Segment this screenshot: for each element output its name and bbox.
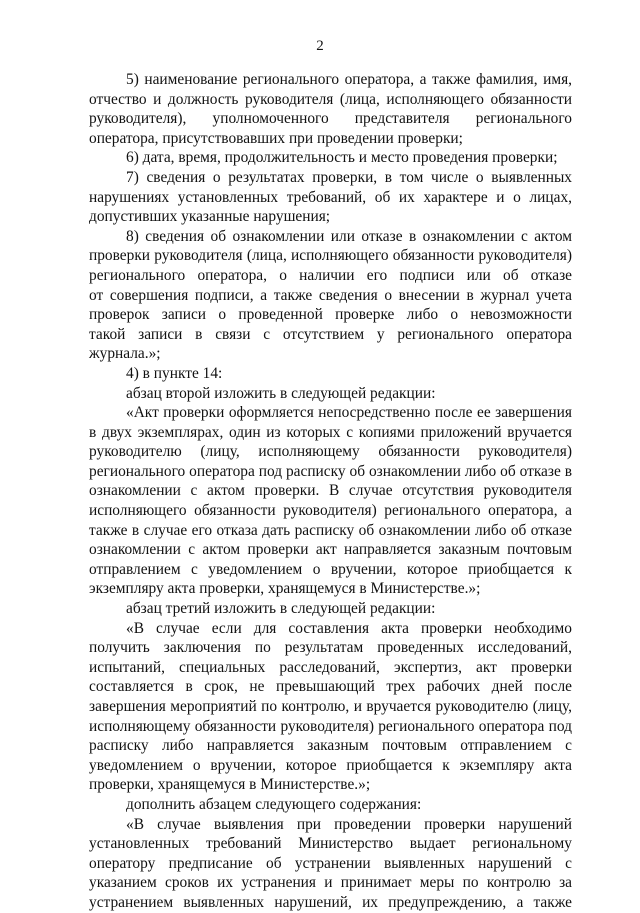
text-line: регионального оператора, о наличии его подписи или об отказе [89,266,572,284]
text-line: в двух экземплярах, один из которых с копиями приложений вручается [89,423,572,441]
text-line: получить заключения по результатам проведенных исследований, [89,639,572,657]
text-line: установленных требований Министерство выдает региональному [89,835,572,853]
text-line: 5) наименование регионального оператора, а также фамилия, имя, [126,71,572,88]
text-line: испытаний, специальных расследований, экспертиз, акт проверки [89,658,572,676]
text-line: 4) в пункте 14: [126,364,223,382]
text-line: оператору предписание об устранении выявленных нарушений с [89,854,572,872]
text-line: журнала.»; [89,345,161,363]
text-line: составляется в срок, не превышающий трех рабочих дней после [89,678,572,696]
text-line: уведомлением о вручении, которое приобщается к экземпляру акта [89,756,572,774]
page-number: 2 [316,38,324,54]
text-line: от совершения подписи, а также сведения о внесении в журнал учета [89,286,572,304]
text-line: «В случае если для составления акта проверки необходимо [126,619,572,637]
text-line: ознакомлении с актом проверки. В случае отсутствия руководителя [89,482,572,500]
text-line: 7) сведения о результатах проверки, в том числе о выявленных [126,168,572,186]
text-line: дополнить абзацем следующего содержания: [126,795,422,813]
text-line: исполняющего обязанности руководителя) регионального оператора, а [89,502,572,520]
text-line: руководителя), уполномоченного представителя регионального [89,110,572,128]
text-line: нарушениях установленных требований, об их характере и о лицах, [89,188,572,206]
text-line: расписку либо направляется заказным почтовым отправлением с [89,737,572,755]
text-line: оператора, присутствовавших при проведении проверки; [89,129,463,147]
text-line: проверки руководителя (лица, исполняющего обязанности руководителя) [89,247,572,265]
text-line: абзац третий изложить в следующей редакции: [126,600,436,618]
text-line: исполняющему обязанности руководителя) регионального оператора под [89,717,572,735]
text-line: такой записи в связи с отсутствием у регионального оператора [89,325,572,343]
text-line: регионального оператора под расписку об ознакомлении либо об отказе в [89,462,572,480]
text-line: проверки, хранящемуся в Министерстве.»; [89,776,371,794]
text-line: проверок записи о проведенной проверке либо о невозможности [89,306,572,324]
text-line: указанием сроков их устранения и принимает меры по контролю за [89,874,572,892]
text-line: завершения мероприятий по контролю, и вручается руководителю (лицу, [89,698,572,715]
text-line: экземпляру акта проверки, хранящемуся в Министерстве.»; [89,580,481,598]
text-line: абзац второй изложить в следующей редакции: [126,384,436,402]
text-line: отправлением с уведомлением о вручении, которое приобщается к [89,560,572,578]
text-line: устранением выявленных нарушений, их предупреждению, а также [89,893,572,911]
text-line: «Акт проверки оформляется непосредственно после ее завершения [126,404,572,422]
text-line: 8) сведения об ознакомлении или отказе в ознакомлении с актом [126,227,572,245]
text-line: отчество и должность руководителя (лица, исполняющего обязанности [89,90,572,108]
document-body [89,70,572,913]
text-line: ознакомлении с актом проверки акт направляется заказным почтовым [89,541,572,559]
text-line: 6) дата, время, продолжительность и место проведения проверки; [126,149,558,167]
text-line: допустивших указанные нарушения; [89,208,331,226]
text-line: руководителю (лицу, исполняющему обязанности руководителя) [89,443,572,461]
text-line: «В случае выявления при проведении проверки нарушений [126,815,572,833]
text-line: также в случае его отказа дать расписку об ознакомлении либо об отказе [89,521,572,539]
